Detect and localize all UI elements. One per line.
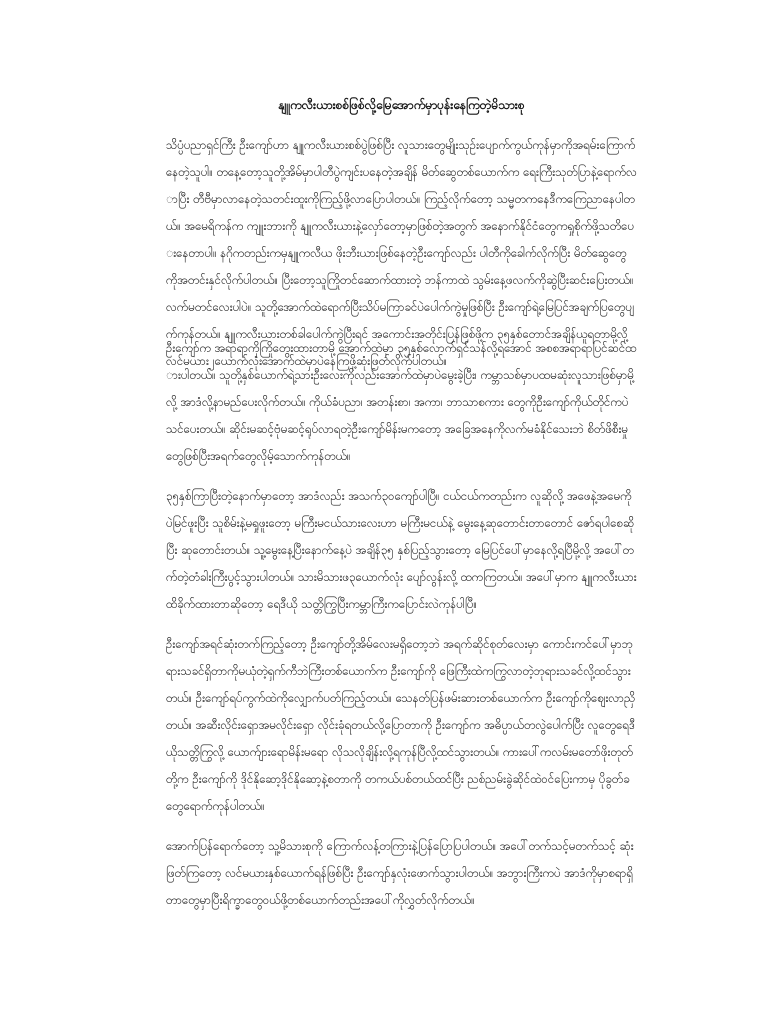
paragraph: အောက်ပြန်ရောက်တော့ သူ့မိသားစုကို ကြောက်လန့်တကြားနဲ့ပြန်ပြောပြပါတယ်။ အပေါ်တက်သင့်မတက်သင့် ဆုံးဖြတ်ကြတော့ လင်မယားနှစ်ယောက်ရန်ဖြစ်ပြီး ဦးကျော်နှလုံးဖောက်သွားပါတယ်။ အဘွားကြီးကပဲ အာဒံကိုမှာစရာရှိတာတွေမှာပြီးရိက္ခာတွေဝယ်ဖို့တစ်ယောက်တည်းအပေါ်ကိုလွှတ်လိုက်တယ်။ [166,839,634,907]
paragraph: ဦးကျော်အရင်ဆုံးတက်ကြည့်တော့ ဦးကျော်တို့အိမ်လေးမရှိတော့ဘဲ အရက်ဆိုင်စုတ်လေးမှာ ကောင်းကင်ပေါ်မှာဘုရားသခင်ရှိတာကိုမယုံတဲ့ရှက်ကီဘဲကြီးတစ်ယောက်က ဦးကျော်ကို ဖြေကြီးထဲကကြွလာတဲ့ဘုရားသခင်လို့ထင်သွားတယ်။ ဦးကျော်ရပ်ကွက်ထဲကိုလျှောက်ပတ်ကြည့်တယ်။ သေနတ်ပြန်ဖမ်းဆားတစ်ယောက်က ဦးကျော်ကိုဈေးလာညှိတယ်။ အဆီးလိုင်းရှောအမလိုင်းရှော လိုင်းခုံရတယ်လို့ပြောတာကို ဦးကျော်က အဓိပ္ပာယ်တလွဲပေါက်ပြီး လူတွေရေဒီယိုသတ္တိကြွလို့ ယောက်ျားရောမိန်းမရော လိုသလိုချိန်းလို့ရကုန်ပြီလို့ထင်သွားတယ်။ ကားပေါ်ကလမ်းမတော်ဖိုးတုတ်တို့က ဦးကျော်ကို ဒိုင်နိုဆော့ဒိုင်နိုဆော့နဲ့စတာကို တကယ်ပစ်တယ်ထင်ပြီး ညစ်ညမ်းခွဲဆိုင်ထဲဝင်ပြေးကာမှ ပိုခွတ်ခတွေရောက်ကုန်ပါတယ်။ [166,637,636,813]
paragraph: ၃၅နှစ်ကြာပြီးတဲ့နောက်မှာတော့ အာဒံလည်း အသက်၃၀ကျော်ပါပြီ။ ငယ်ငယ်ကတည်းက လူဆိုလို့ အဖေနဲ့အမေကိုပဲမြင်ဖူးပြီး သူစိမ်းနဲ့မရှုဖူးတော့ မကြီးမငယ်သားလေးဟာ မကြီးမငယ်နဲ့ မွေးနေ့ဆုတောင်းတာတောင် ဇော်ရပါစေဆိုပြီး ဆုတောင်းတယ်။ သူ့မွေးနေ့ပြီးနောက်နေ့ပဲ အချိန်၃၅ နှစ်ပြည့်သွားတော့ မြေပြင်ပေါ်မှာနေလို့ရပြီမို့လို့ အပေါ်တက်တဲ့တံခါးကြီးပွင့်သွားပါတယ်။ သားမိသားဖ၃ယောက်လုံး ပျော်လွန်းလို့ ထကကြတယ်။ အပေါ်မှာက နျူကလီးယားထိခိုက်ထားတာဆိုတော့ ရေဒီယို သတ္တိကြွပြီးကမ္ဘာကြီးကပြောင်းလဲကုန်ပါပြီ။ [166,489,637,611]
document-title: နျူကလီးယားစစ်ဖြစ်လို့မြေအောက်မှာပုန်းနေကြတဲ့မိသားစု [278,98,525,112]
paragraph: ဦးကျော်က အရာရာကိုကြိုတွေးထားတာမို့ အောက်ထဲမှာ ၃၅နှစ်လောက်ရှင်သန်လို့ရအောင် အစစအရာရာပြင်ဆင်ထားပါတယ်။ သူတို့နှစ်ယောက်ရဲ့သားဦးလေးကိုလည်းအောက်ထဲမှာပဲမွေးခဲ့ပြီး၊ ကမ္ဘာသစ်မှာပထမဆုံးလူသားဖြစ်မှာမို့လို့ အာဒံလို့နာမည်ပေးလိုက်တယ်။ ကိုယ်ခံပညာ၊ အတန်းစာ၊ အကာ၊ ဘာသာစကား တွေကိုဦးကျော်ကိုယ်တိုင်ကပဲသင်ပေးတယ်။ ဆိုင်းမဆင့်ဗုံမဆင့်ရုပ်လာရတဲ့ဦးကျော်မိန်းမကတော့ အခြေအနေကိုလက်မခံနိုင်သေးဘဲ စိတ်ဖိစီးမှုတွေဖြစ်ပြီးအရက်တွေလိုမ့်သောက်ကုန်တယ်။ [166,341,637,463]
paragraph: သိပ္ပံပညာရှင်ကြီး ဦးကျော်ဟာ နျူကလီးယားစစ်ပွဲဖြစ်ပြီး လူသားတွေမျိုးသုဉ်းပျောက်ကွယ်ကုန်မှာကိုအရမ်းကြောက်နေတဲ့သူပါ။ တနေ့တော့သူတို့အိမ်မှာပါတီပွဲကျင်းပနေတဲ့အချိန် မိတ်ဆွေတစ်ယောက်က ရေးကြီးသုတ်ပြာနဲ့ရောက်လာပြီး တီဗီမှာလာနေတဲ့သတင်းထူးကိုကြည့်ဖို့လာပြောပါတယ်။ ကြည့်လိုက်တော့ သမ္မတကနေဒီကကြေညာနေပါတယ်။ အမေရိကန်က ကျူးဘားကို နျူကလီးယားနဲ့လှော်တော့မှာဖြစ်တဲ့အတွက် အနောက်နိုင်ငံတွေကရှုစိုက်ဖို့သတိပေးနေတာပါ။ နဂိုကတည်းကမှနျူကလီယ ဖိုးဘီးယားဖြစ်နေတဲ့ဦးကျော်လည်း ပါတီကိုခေါက်လိုက်ပြီး မိတ်ဆွေတွေကိုအတင်းနှင်လိုက်ပါတယ်။ ပြီးတော့သူကြိုတင်ဆောက်ထားတဲ့ ဘန်ကာထဲ သွမ်းနေ့ဖလက်ကိုဆွဲပြီးဆင်းပြေးတယ်။ လက်မတင်လေးပါပဲ။ သူတို့အောက်ထဲရောက်ပြီးသိပ်မကြာခင်ပဲပေါက်ကွဲမှုဖြစ်ပြီး ဦးကျော်ရဲ့မြေပြင်အချက်ပြတွေပျက်ကုန်တယ်။ နျူကလီးယားတစ်ခါပေါက်ကွဲပြီးရင် အကောင်းအတိုင်းပြန်ဖြစ်ဖို့က ၃၅နှစ်တောင်အချိန်ယူရတာမို့လို့ လင်မယား၂ယောက်လုံးအောက်ထဲမှာပဲနေကြဖို့ဆုံးဖြတ်လိုက်ပါတယ်။ [166,138,637,368]
